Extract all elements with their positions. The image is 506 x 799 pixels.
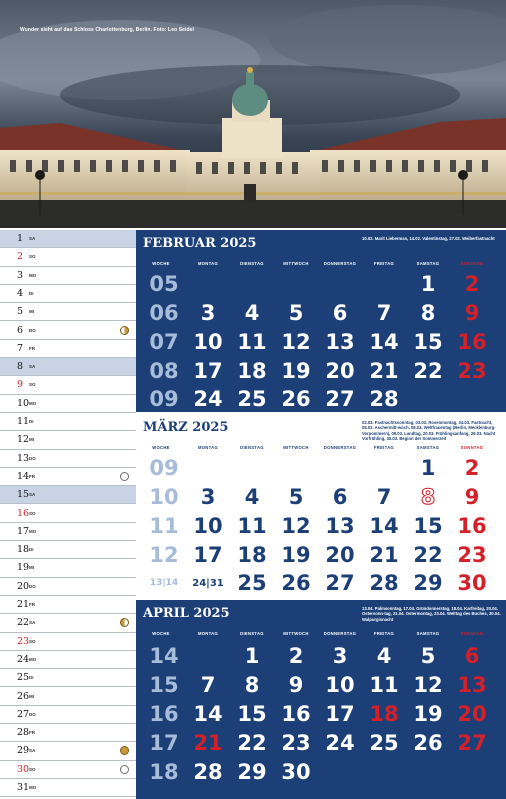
day-number: 12 xyxy=(17,434,30,446)
day-cell: 6 xyxy=(332,485,348,509)
day-cell: 4 xyxy=(376,644,392,668)
month-holidays: 02.03. Fastnachtssonntag, 03.03. Rosenmontag, 04.03. Fastnacht, 05.03. Aschermitt-woch, 08.03. Weltfrauentag (Berlin, Mecklenburg-Vorpommern), 09.03. Landtag, 20.03. Frühlingsanfang, 29.03. Nacht Vorfrühling, 30.03. Beginn der Sommerzeit xyxy=(362,420,496,442)
day-cell: 21 xyxy=(369,543,399,567)
day-number: 11 xyxy=(17,416,30,427)
weekday-header-row xyxy=(136,631,506,639)
day-number: 25 xyxy=(17,672,30,684)
week-number: 09 xyxy=(149,456,179,480)
day-number: 3 xyxy=(17,269,24,281)
day-number: 6 xyxy=(17,324,24,336)
week-row xyxy=(136,454,506,483)
day-weekday: DO xyxy=(29,711,36,717)
weekday-header: DIENSTAG xyxy=(240,261,264,266)
day-cell: 20 xyxy=(457,702,487,726)
week-row xyxy=(136,299,506,328)
day-weekday: MO xyxy=(29,656,37,662)
day-weekday: MI xyxy=(29,565,34,571)
day-cell: 21 xyxy=(193,731,223,755)
day-cell: 19 xyxy=(281,359,311,383)
day-cell: 29 xyxy=(413,571,443,595)
day-cell: 1 xyxy=(244,644,260,668)
day-cell: 12 xyxy=(413,673,443,697)
day-number: 18 xyxy=(17,544,30,556)
day-row xyxy=(0,724,136,742)
day-cell: 7 xyxy=(376,301,392,325)
week-row xyxy=(136,541,506,570)
day-cell: 4 xyxy=(244,301,260,325)
day-number: 9 xyxy=(17,379,24,391)
day-cell: 18 xyxy=(369,702,399,726)
week-number: 15 xyxy=(149,673,179,697)
day-cell: 9 xyxy=(288,673,304,697)
day-weekday: MO xyxy=(29,400,37,406)
weekday-header: WOCHE xyxy=(152,631,170,636)
weekday-header: DIENSTAG xyxy=(240,631,264,636)
week-row xyxy=(136,270,506,299)
day-weekday: MO xyxy=(29,785,37,790)
week-number: 06 xyxy=(149,301,179,325)
weekday-header: DONNERSTAG xyxy=(323,631,357,636)
day-cell: 6 xyxy=(332,301,348,325)
day-row xyxy=(0,688,136,706)
day-cell: 22 xyxy=(413,359,443,383)
photo-caption: Wunder sieht auf das Schloss Charlottenburg, Berlin. Foto: Leo Seidel xyxy=(20,27,195,33)
week-number: 11 xyxy=(149,514,179,538)
day-number: 29 xyxy=(17,745,30,757)
day-number: 8 xyxy=(17,361,24,373)
day-cell: 15 xyxy=(413,330,443,354)
weekday-header: FREITAG xyxy=(373,261,395,266)
day-cell: 14 xyxy=(369,514,399,538)
day-cell: 11 xyxy=(237,514,267,538)
weekday-header: MITTWOCH xyxy=(283,445,309,450)
weekday-header: SONNTAG xyxy=(460,631,484,636)
day-cell: 11 xyxy=(369,673,399,697)
day-number: 1 xyxy=(17,233,24,244)
day-weekday: SO xyxy=(29,638,36,644)
day-cell: 2 xyxy=(464,272,480,296)
week-row xyxy=(136,671,506,700)
day-cell: 4 xyxy=(244,485,260,509)
day-weekday: SA xyxy=(29,620,36,626)
day-weekday: MI xyxy=(29,309,34,315)
day-cell: 13 xyxy=(457,673,487,697)
week-number: 12 xyxy=(149,543,179,567)
month-february xyxy=(136,230,506,412)
day-number: 2 xyxy=(17,251,24,263)
weekday-header: SONNTAG xyxy=(460,261,484,266)
week-row xyxy=(136,642,506,671)
week-row xyxy=(136,357,506,386)
day-cell: 17 xyxy=(325,702,355,726)
day-weekday: FR xyxy=(29,345,35,351)
weekday-header: SAMSTAG xyxy=(416,631,440,636)
day-weekday: SO xyxy=(29,254,36,260)
day-number: 21 xyxy=(17,599,30,610)
day-weekday: MO xyxy=(29,528,37,534)
week-row xyxy=(136,700,506,729)
weekday-header-row xyxy=(136,261,506,269)
day-weekday: MO xyxy=(29,272,37,278)
day-row xyxy=(0,450,136,468)
day-cell: 12 xyxy=(281,514,311,538)
day-row xyxy=(0,523,136,541)
day-cell: 9 xyxy=(464,485,480,509)
day-weekday: DI xyxy=(29,290,34,296)
day-cell: 3 xyxy=(332,644,348,668)
day-cell: 7 xyxy=(376,485,392,509)
day-cell: 13 xyxy=(325,330,355,354)
day-row xyxy=(0,230,136,248)
week-row xyxy=(136,758,506,787)
day-cell: 28 xyxy=(369,387,399,411)
day-cell: 29 xyxy=(237,760,267,784)
day-cell: 15 xyxy=(413,514,443,538)
week-row xyxy=(136,512,506,541)
month-title: FEBRUAR 2025 xyxy=(143,236,257,251)
day-row xyxy=(0,322,136,340)
weekday-header: MONTAG xyxy=(197,631,219,636)
day-cell: 24 xyxy=(193,387,223,411)
day-number: 22 xyxy=(17,617,30,629)
day-cell: 18 xyxy=(237,359,267,383)
week-number: 10 xyxy=(149,485,179,509)
day-cell: 19 xyxy=(413,702,443,726)
weekday-header: WOCHE xyxy=(152,445,170,450)
day-row xyxy=(0,596,136,614)
moon-new-icon xyxy=(120,765,129,774)
day-cell: 17 xyxy=(193,543,223,567)
day-row xyxy=(0,578,136,596)
day-cell: 27 xyxy=(457,731,487,755)
weekday-header-row xyxy=(136,445,506,453)
day-row xyxy=(0,541,136,559)
day-row xyxy=(0,614,136,632)
day-weekday: FR xyxy=(29,602,35,607)
day-weekday: DI xyxy=(29,547,34,553)
day-cell: 22 xyxy=(237,731,267,755)
day-row xyxy=(0,486,136,504)
weekday-header: SAMSTAG xyxy=(416,261,440,266)
day-cell: 22 xyxy=(413,543,443,567)
day-cell: 12 xyxy=(281,330,311,354)
week-row xyxy=(136,569,506,598)
day-cell: 10 xyxy=(193,330,223,354)
day-cell: 27 xyxy=(325,571,355,595)
day-number: 19 xyxy=(17,562,30,574)
day-cell: 25 xyxy=(237,387,267,411)
day-row xyxy=(0,303,136,321)
day-row xyxy=(0,559,136,577)
day-cell: 14 xyxy=(369,330,399,354)
day-number: 23 xyxy=(17,635,30,647)
day-cell: 19 xyxy=(281,543,311,567)
day-cell: 26 xyxy=(281,571,311,595)
week-number: 17 xyxy=(149,731,179,755)
day-cell: 28 xyxy=(193,760,223,784)
day-cell: 16 xyxy=(457,514,487,538)
day-cell: 2 xyxy=(464,456,480,480)
day-row xyxy=(0,358,136,376)
day-cell: 14 xyxy=(193,702,223,726)
day-cell: 3 xyxy=(200,485,216,509)
day-row xyxy=(0,248,136,266)
weekday-header: FREITAG xyxy=(373,631,395,636)
day-number: 14 xyxy=(17,470,30,482)
day-weekday: SO xyxy=(29,766,36,772)
day-weekday: SA xyxy=(29,364,36,370)
day-weekday: SO xyxy=(29,382,36,388)
month-title: MÄRZ 2025 xyxy=(143,420,229,435)
day-number: 10 xyxy=(17,397,30,409)
day-row xyxy=(0,706,136,724)
day-cell: 26 xyxy=(281,387,311,411)
day-cell: 11 xyxy=(237,330,267,354)
day-cell: 6 xyxy=(464,644,480,668)
day-cell: 26 xyxy=(413,731,443,755)
day-number: 24 xyxy=(17,653,30,665)
weekday-header: SONNTAG xyxy=(460,445,484,450)
day-number: 7 xyxy=(17,342,24,354)
week-number: 07 xyxy=(149,330,179,354)
weekday-header: MONTAG xyxy=(197,445,219,450)
day-cell: 1 xyxy=(420,272,436,296)
day-cell: 8 xyxy=(244,673,260,697)
day-row xyxy=(0,340,136,358)
day-row xyxy=(0,779,136,797)
day-cell-combined: 24|31 xyxy=(192,578,224,589)
day-cell: 23 xyxy=(457,359,487,383)
day-list xyxy=(0,230,136,799)
day-cell: 17 xyxy=(193,359,223,383)
day-number: 16 xyxy=(17,507,30,519)
day-number: 27 xyxy=(17,708,30,720)
day-row xyxy=(0,285,136,303)
day-weekday: FR xyxy=(29,473,35,479)
day-cell: 10 xyxy=(193,514,223,538)
day-row xyxy=(0,651,136,669)
day-weekday: MI xyxy=(29,693,34,699)
week-number: 05 xyxy=(149,272,179,296)
week-number: 08 xyxy=(149,359,179,383)
day-number: 13 xyxy=(17,452,30,464)
month-holidays: 10.02. Marit Lieberman, 14.02. Valentinstag, 27.02. Weiberfastnacht xyxy=(362,236,495,241)
day-weekday: MI xyxy=(29,437,34,443)
month-holidays: 13.04. Palmsonntag, 17.04. Gründonnerstag, 18.04. Karfreitag, 20.04. Ostersonn-tag, 21.04. Ostermontag, 23.04. Welttag des Buches, 30.04. Walpurgisnacht xyxy=(362,606,501,622)
week-row xyxy=(136,729,506,758)
day-cell: 5 xyxy=(288,301,304,325)
weekday-header: SAMSTAG xyxy=(416,445,440,450)
day-row xyxy=(0,505,136,523)
day-cell: 23 xyxy=(281,731,311,755)
day-weekday: DO xyxy=(29,455,36,461)
day-weekday: DI xyxy=(29,419,34,424)
weekday-header: MONTAG xyxy=(197,261,219,266)
day-row xyxy=(0,669,136,687)
week-row xyxy=(136,385,506,414)
day-cell: 25 xyxy=(369,731,399,755)
weekday-header: MITTWOCH xyxy=(283,261,309,266)
week-number: 09 xyxy=(149,387,179,411)
day-cell: 20 xyxy=(325,359,355,383)
day-cell: 18 xyxy=(237,543,267,567)
day-cell: 7 xyxy=(200,673,216,697)
week-number: 16 xyxy=(149,702,179,726)
day-weekday: SA xyxy=(29,236,36,241)
palace-illustration xyxy=(0,0,506,228)
day-cell: 3 xyxy=(200,301,216,325)
moon-full-icon xyxy=(120,746,129,755)
day-row xyxy=(0,413,136,431)
week-number: 18 xyxy=(149,760,179,784)
moon-first-icon xyxy=(120,326,129,335)
week-number: 13|14 xyxy=(149,578,179,588)
day-row xyxy=(0,376,136,394)
day-number: 30 xyxy=(17,763,30,775)
month-april xyxy=(136,600,506,799)
day-number: 17 xyxy=(17,525,30,537)
weekday-header: FREITAG xyxy=(373,445,395,450)
day-weekday: FR xyxy=(29,730,35,736)
day-cell: 1 xyxy=(420,456,436,480)
day-cell: 10 xyxy=(325,673,355,697)
day-row xyxy=(0,468,136,486)
day-cell: 9 xyxy=(464,301,480,325)
day-row xyxy=(0,431,136,449)
weekday-header: WOCHE xyxy=(152,261,170,266)
day-weekday: DO xyxy=(29,583,36,589)
day-cell: 24 xyxy=(325,731,355,755)
day-number: 28 xyxy=(17,727,30,739)
day-cell: 25 xyxy=(237,571,267,595)
week-row xyxy=(136,483,506,512)
day-cell: 16 xyxy=(281,702,311,726)
day-weekday: SO xyxy=(29,510,36,516)
day-cell: 8 xyxy=(420,485,436,509)
day-cell: 23 xyxy=(457,543,487,567)
week-number: 14 xyxy=(149,644,179,668)
moon-last-icon xyxy=(120,618,129,627)
day-cell: 13 xyxy=(325,514,355,538)
day-number: 4 xyxy=(17,287,24,299)
day-weekday: SA xyxy=(29,748,36,754)
weekday-header: DONNERSTAG xyxy=(323,445,357,450)
day-row xyxy=(0,633,136,651)
moon-new-icon xyxy=(120,472,129,481)
day-cell: 2 xyxy=(288,644,304,668)
day-cell: 15 xyxy=(237,702,267,726)
day-cell: 30 xyxy=(281,760,311,784)
day-number: 31 xyxy=(17,782,30,793)
weekday-header: MITTWOCH xyxy=(283,631,309,636)
day-weekday: SA xyxy=(29,492,36,498)
month-march xyxy=(136,414,506,598)
day-number: 20 xyxy=(17,580,30,592)
day-cell: 20 xyxy=(325,543,355,567)
day-weekday: DI xyxy=(29,675,34,681)
day-number: 5 xyxy=(17,306,24,318)
day-weekday: DO xyxy=(29,327,36,333)
day-row xyxy=(0,742,136,760)
day-number: 15 xyxy=(17,489,30,501)
day-row xyxy=(0,395,136,413)
day-cell: 27 xyxy=(325,387,355,411)
day-cell: 28 xyxy=(369,571,399,595)
day-row xyxy=(0,267,136,285)
month-title: APRIL 2025 xyxy=(143,606,230,621)
day-cell: 8 xyxy=(420,301,436,325)
weekday-header: DIENSTAG xyxy=(240,445,264,450)
day-cell: 21 xyxy=(369,359,399,383)
header-photo xyxy=(0,0,506,228)
week-row xyxy=(136,328,506,357)
day-cell: 5 xyxy=(288,485,304,509)
day-row xyxy=(0,761,136,779)
day-cell: 5 xyxy=(420,644,436,668)
day-number: 26 xyxy=(17,690,30,702)
day-cell: 16 xyxy=(457,330,487,354)
day-cell: 30 xyxy=(457,571,487,595)
weekday-header: DONNERSTAG xyxy=(323,261,357,266)
